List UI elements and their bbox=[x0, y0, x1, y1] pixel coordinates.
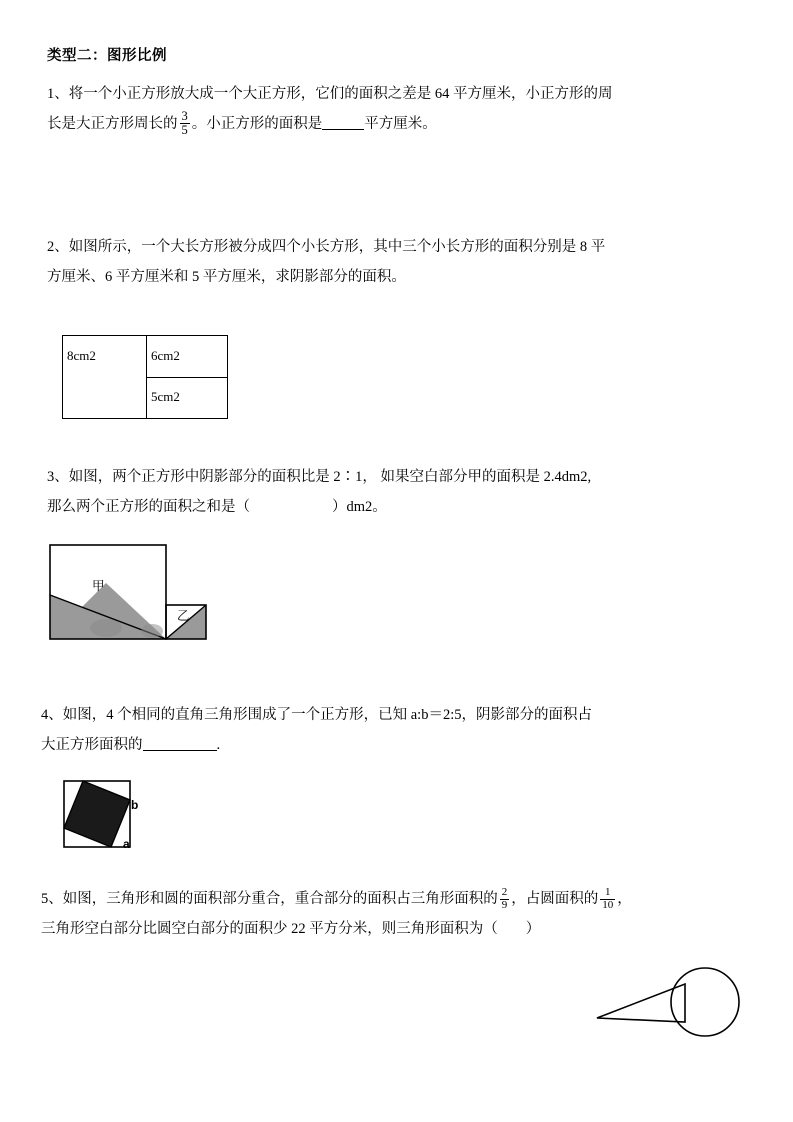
question-1-line-2-part-c: 平方厘米。 bbox=[364, 116, 437, 132]
question-5-line-2 bbox=[41, 914, 771, 944]
cell-label-top-left: 8cm2 bbox=[67, 348, 96, 363]
question-4-line-2-part-b: . bbox=[216, 737, 221, 753]
page-title: 类型二：图形比例 bbox=[47, 48, 167, 64]
question-5 bbox=[41, 884, 771, 944]
question-1-line-2-part-a: 长是大正方形周长的 bbox=[47, 116, 178, 132]
fraction-numerator: 1 bbox=[605, 886, 611, 899]
fraction-two-ninths bbox=[500, 887, 510, 911]
question-1-line-2 bbox=[47, 109, 747, 139]
question-3-line-2-part-a: 那么两个正方形的面积之和是（ bbox=[47, 499, 250, 515]
question-3-line-2 bbox=[47, 492, 757, 522]
figure-triangle-circle-overlap bbox=[595, 966, 755, 1046]
question-4-line-1: 4、如图，4 个相同的直角三角形围成了一个正方形，已知 a:b＝2:5，阴影部分的面积占 bbox=[41, 707, 592, 723]
figure-rectangle-divided bbox=[62, 335, 228, 419]
question-2-line-1: 2、如图所示，一个大长方形被分成四个小长方形，其中三个小长方形的面积分别是 8 平 bbox=[47, 239, 606, 255]
question-1-line-1: 1、将一个小正方形放大成一个大正方形，它们的面积之差是 64 平方厘米，小正方形的周 bbox=[47, 86, 613, 102]
figure-label-yi: 乙 bbox=[177, 609, 190, 623]
question-2-line-2: 方厘米、6 平方厘米和 5 平方厘米，求阴影部分的面积。 bbox=[47, 269, 406, 285]
question-3-line-2-part-b: ）dm2。 bbox=[332, 499, 387, 515]
question-4 bbox=[41, 700, 761, 760]
question-5-line-1-part-c: ， bbox=[617, 891, 632, 907]
fraction-numerator: 3 bbox=[181, 108, 188, 123]
fraction-numerator: 2 bbox=[501, 886, 508, 899]
cell-label-bottom-right: 5cm2 bbox=[151, 389, 180, 404]
answer-blank-q1 bbox=[322, 115, 364, 130]
question-5-line-2-part-a: 三角形空白部分比圆空白部分的面积少 22 平方分米，则三角形面积为（ bbox=[41, 921, 498, 937]
fraction-denominator: 5 bbox=[181, 122, 188, 137]
question-1 bbox=[47, 79, 747, 139]
figure-label-b: b bbox=[131, 798, 139, 812]
question-4-line-2 bbox=[41, 730, 761, 760]
figure-label-jia: 甲 bbox=[92, 579, 105, 593]
figure-triangle-circle-svg bbox=[595, 966, 755, 1046]
figure-inscribed-square-svg bbox=[62, 779, 152, 849]
figure-inscribed-square bbox=[62, 779, 152, 849]
figure-two-squares-shaded bbox=[48, 543, 218, 641]
fraction-denominator: 10 bbox=[602, 898, 614, 911]
figure-label-a: a bbox=[123, 837, 130, 851]
question-5-line-1 bbox=[41, 884, 771, 914]
question-2 bbox=[47, 232, 747, 292]
question-5-line-1-part-a: 5、如图，三角形和圆的面积部分重合，重合部分的面积占三角形面积的 bbox=[41, 891, 498, 907]
cell-label-top-right: 6cm2 bbox=[151, 348, 180, 363]
question-5-line-1-part-b: ，占圆面积的 bbox=[511, 891, 599, 907]
question-4-line-2-part-a: 大正方形面积的 bbox=[41, 737, 143, 753]
question-1-line-2-part-b: 。小正方形的面积是 bbox=[191, 116, 323, 132]
fraction-one-tenth bbox=[600, 887, 615, 911]
figure-two-squares-svg bbox=[48, 543, 218, 641]
answer-blank-q4 bbox=[143, 736, 217, 751]
question-5-line-2-part-b: ） bbox=[525, 921, 541, 937]
question-3 bbox=[47, 462, 757, 522]
fraction-three-fifths bbox=[180, 110, 190, 137]
fraction-denominator: 9 bbox=[501, 898, 508, 911]
question-3-line-1: 3、如图，两个正方形中阴影部分的面积比是 2∶1， 如果空白部分甲的面积是 2.4dm2, bbox=[47, 469, 592, 485]
figure-horizontal-divider bbox=[146, 377, 227, 378]
